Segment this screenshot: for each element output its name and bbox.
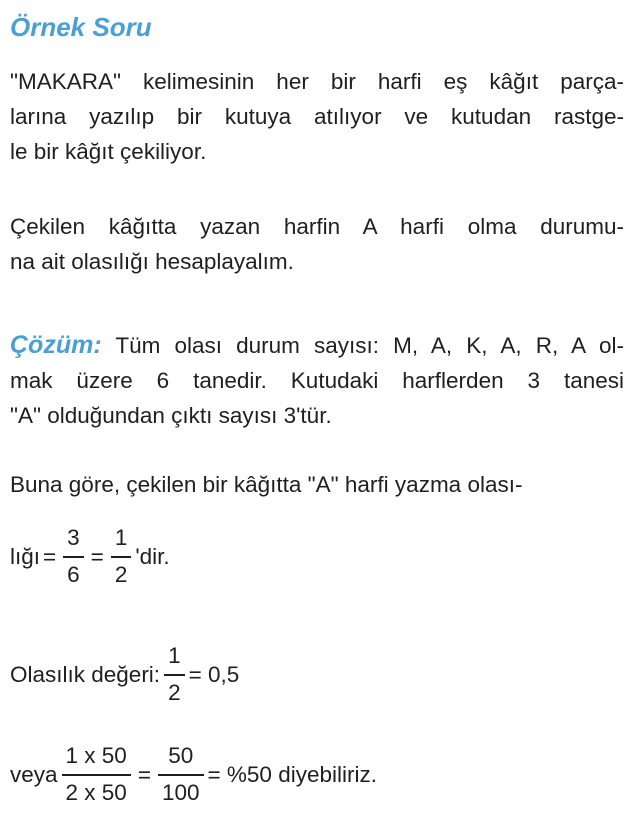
ask-line: Çekilen kâğıtta yazan harfin A harfi olma durumu-: [10, 214, 624, 239]
eq3-equals: =: [137, 761, 151, 787]
eq3-f2-denominator: 100: [158, 774, 204, 805]
ask-line: na ait olasılığı hesaplayalım.: [10, 249, 294, 274]
buna-gore-paragraph: [10, 467, 624, 502]
eq1-fraction-2: [111, 527, 132, 586]
question-line: "MAKARA" kelimesinin her bir harfi eş kâğıt parça-: [10, 69, 624, 94]
equation-3: [10, 745, 377, 804]
question-ask-paragraph: [10, 209, 624, 279]
eq1-prefix: lığı: [10, 543, 41, 569]
solution-first-line: [10, 328, 624, 363]
eq3-prefix: veya: [10, 761, 58, 787]
buna-gore-line: Buna göre, çekilen bir kâğıtta "A" harfi yazma olası-: [10, 472, 523, 497]
eq1-f2-numerator: 1: [114, 525, 128, 550]
question-paragraph: [10, 64, 624, 169]
solution-line: mak üzere 6 tanedir. Kutudaki harflerden 3 tanesi: [10, 368, 624, 393]
eq2-suffix: = 0,5: [188, 661, 240, 687]
equation-1: [10, 527, 170, 586]
question-line: larına yazılıp bir kutuya atılıyor ve kutudan rastge-: [10, 104, 624, 129]
solution-first-line-text: Tüm olası durum sayısı: M, A, K, A, R, A ol-: [101, 333, 624, 358]
eq3-f2-numerator: 50: [168, 743, 194, 768]
eq3-f1-numerator: 1 x 50: [65, 743, 127, 768]
eq1-f2-denominator: 2: [111, 556, 132, 587]
eq2-fraction: [164, 645, 185, 704]
eq3-fraction-1: [62, 745, 131, 804]
eq3-suffix: = %50 diyebiliriz.: [207, 761, 377, 787]
eq2-denominator: 2: [164, 674, 185, 705]
eq3-f1-denominator: 2 x 50: [62, 774, 131, 805]
eq1-f1-numerator: 3: [67, 525, 80, 550]
page-title: Örnek Soru: [10, 12, 152, 42]
equation-2: [10, 645, 239, 704]
solution-label: Çözüm:: [10, 331, 102, 359]
eq2-numerator: 1: [168, 643, 181, 668]
eq1-fraction-1: [63, 527, 84, 586]
eq3-fraction-2: [158, 745, 204, 804]
eq1-equals-2: =: [90, 543, 104, 569]
eq1-suffix: 'dir.: [135, 543, 170, 569]
eq1-f1-denominator: 6: [63, 556, 84, 587]
solution-paragraph: [10, 328, 624, 433]
eq1-equals: =: [43, 543, 57, 569]
question-line: le bir kâğıt çekiliyor.: [10, 139, 207, 164]
eq2-prefix: Olasılık değeri:: [10, 661, 161, 687]
solution-line: "A" olduğundan çıktı sayısı 3'tür.: [10, 403, 332, 428]
